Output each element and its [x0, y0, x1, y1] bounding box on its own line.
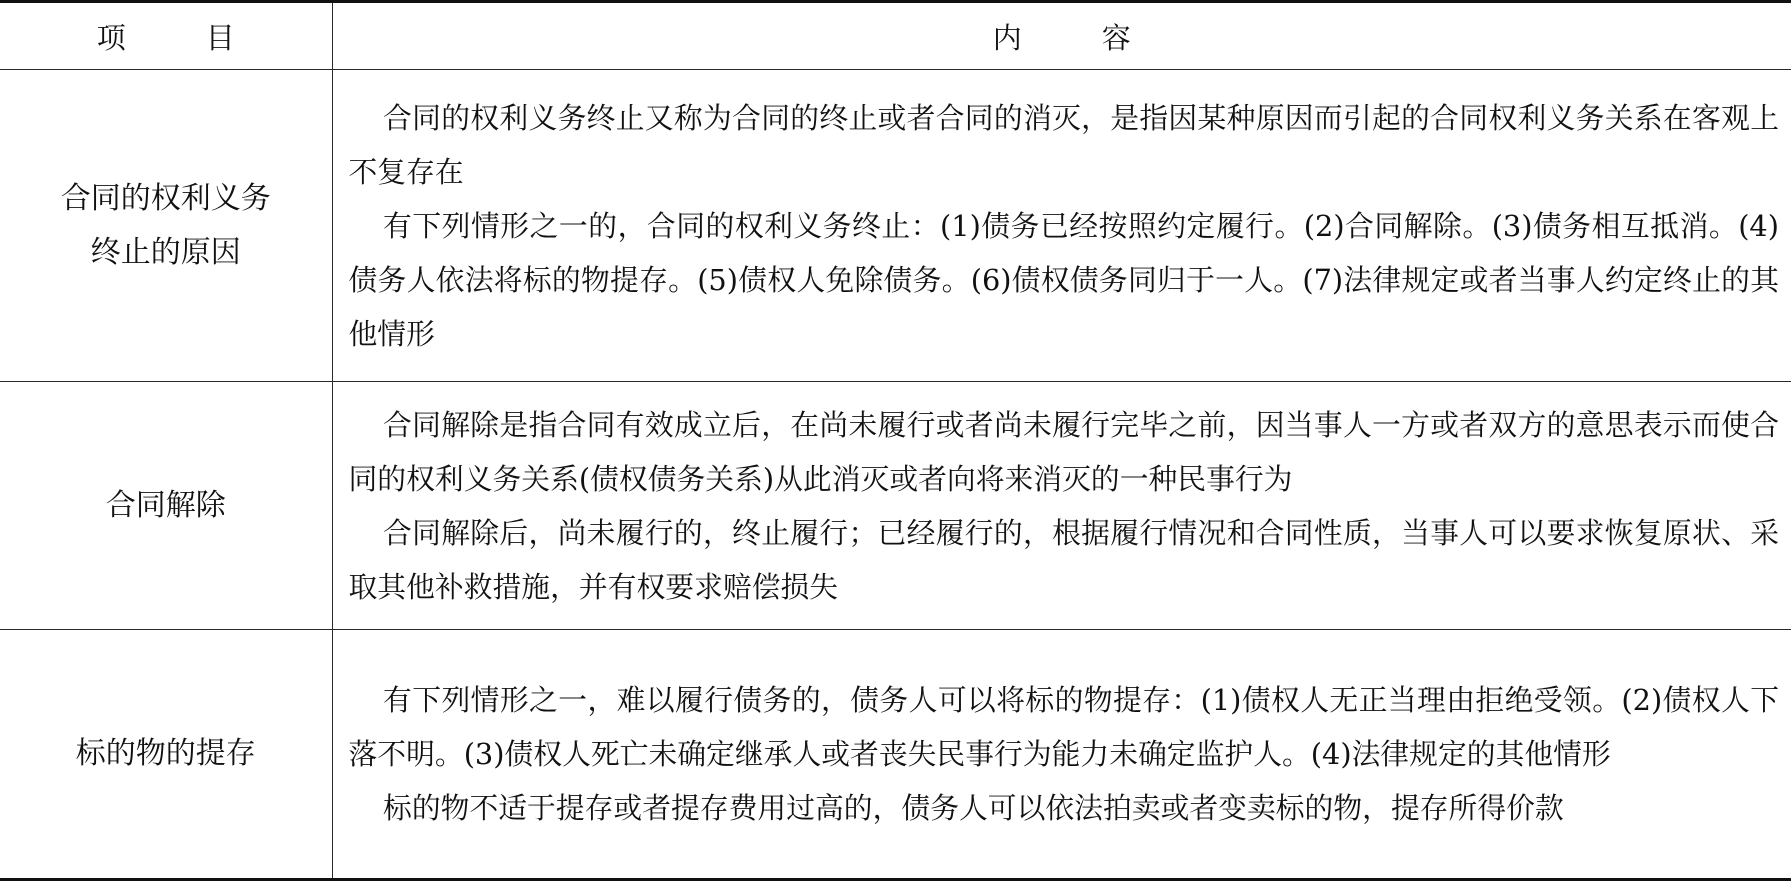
header-content-char-2: 容	[1101, 20, 1131, 55]
item-label-line: 合同的权利义务	[60, 180, 271, 216]
table-row	[0, 70, 1791, 382]
item-cell	[0, 630, 332, 880]
content-paragraph: 有下列情形之一，难以履行债务的，债务人可以将标的物提存：(1)债权人无正当理由拒绝受领。(2)债权人下落不明。(3)债权人死亡未确定继承人或者丧失民事行为能力未确定监护人。(4)法律规定的其他情形	[348, 683, 1779, 771]
item-label-line: 标的物的提存	[75, 736, 256, 771]
table-row	[0, 382, 1791, 630]
item-label-line: 终止的原因	[90, 234, 241, 270]
content-paragraph: 有下列情形之一的，合同的权利义务终止：(1)债务已经按照约定履行。(2)合同解除。(3)债务相互抵消。(4)债务人依法将标的物提存。(5)债权人免除债务。(6)债权债务同归于一人。(7)法律规定或者当事人约定终止的其他情形	[348, 208, 1779, 351]
header-row	[0, 2, 1791, 70]
header-item	[0, 2, 332, 70]
item-cell	[0, 382, 332, 630]
content-cell	[332, 630, 1791, 880]
content-paragraph: 合同解除是指合同有效成立后，在尚未履行或者尚未履行完毕之前，因当事人一方或者双方的意思表示而使合同的权利义务关系(债权债务关系)从此消灭或者向将来消灭的一种民事行为	[348, 407, 1779, 496]
content-paragraph: 标的物不适于提存或者提存费用过高的，债务人可以依法拍卖或者变卖标的物，提存所得价款	[383, 791, 1564, 825]
header-content-char-1: 内	[992, 20, 1022, 55]
content-cell	[332, 70, 1791, 382]
table-row	[0, 630, 1791, 880]
header-item-char-2: 目	[205, 20, 235, 55]
content-cell	[332, 382, 1791, 630]
content-paragraph: 合同的权利义务终止又称为合同的终止或者合同的消灭，是指因某种原因而引起的合同权利义务关系在客观上不复存在	[348, 100, 1779, 189]
item-label-line: 合同解除	[105, 487, 226, 523]
header-item-char-1: 项	[96, 20, 126, 55]
item-cell	[0, 70, 332, 382]
content-paragraph: 合同解除后，尚未履行的，终止履行；已经履行的，根据履行情况和合同性质，当事人可以要求恢复原状、采取其他补救措施，并有权要求赔偿损失	[348, 515, 1779, 604]
header-content	[332, 2, 1791, 70]
